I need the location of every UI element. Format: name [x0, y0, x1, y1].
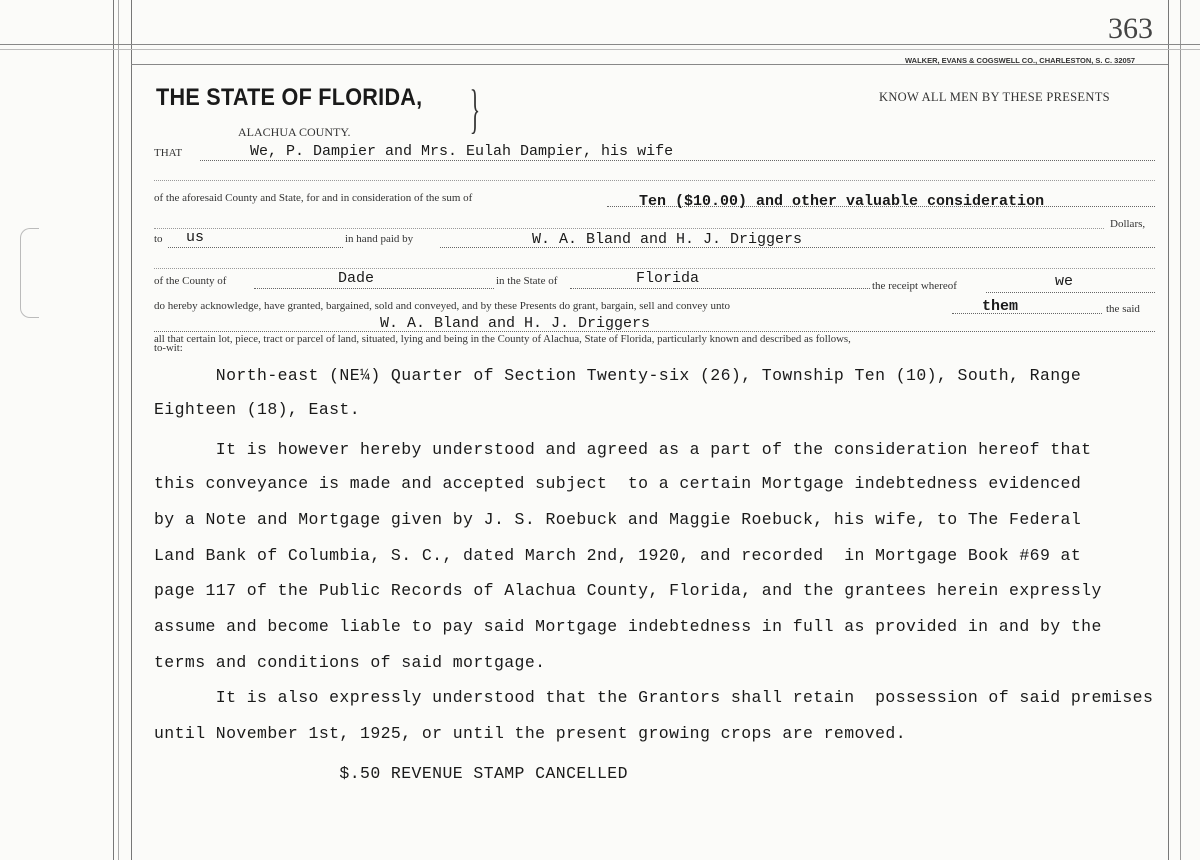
right-margin-line	[1168, 0, 1169, 860]
acknowledge-label: do hereby acknowledge, have granted, bargained, sold and conveyed, and by these Presents do grant, bargain, sell and convey unto	[154, 300, 731, 312]
state-label: in the State of	[496, 275, 558, 287]
grantees-line	[154, 331, 1155, 332]
dollars-label: Dollars,	[1110, 218, 1146, 230]
receipt-line	[986, 292, 1155, 293]
county-name: ALACHUA COUNTY.	[238, 125, 351, 139]
to-line	[168, 247, 343, 248]
grantees-value: W. A. Bland and H. J. Driggers	[380, 315, 651, 332]
description-line: Land Bank of Columbia, S. C., dated March 2nd, 1920, and recorded in Mortgage Book #69 at	[154, 546, 1082, 565]
to-label: to	[154, 233, 163, 245]
state-value: Florida	[636, 270, 700, 287]
description-line: assume and become liable to pay said Mortgage indebtedness in full as provided in and by the	[154, 617, 1102, 636]
blank-line-1	[154, 180, 1155, 181]
top-border-line	[0, 44, 1200, 45]
consideration-value: Ten ($10.00) and other valuable consideration	[639, 193, 1045, 210]
receipt-value: we	[1055, 273, 1074, 290]
know-all-men: KNOW ALL MEN BY THESE PRESENTS	[879, 90, 1110, 104]
county-label: of the County of	[154, 275, 227, 287]
description-line: page 117 of the Public Records of Alachua County, Florida, and the grantees herein expressly	[154, 581, 1102, 600]
state-title: THE STATE OF FLORIDA,	[156, 84, 423, 111]
grantor-value: We, P. Dampier and Mrs. Eulah Dampier, his wife	[250, 143, 674, 160]
description-line: terms and conditions of said mortgage.	[154, 653, 546, 672]
left-margin-line-3	[131, 0, 132, 860]
paid-by-label: in hand paid by	[345, 233, 414, 245]
the-said-label: the said	[1106, 303, 1140, 315]
paid-by-value: W. A. Bland and H. J. Driggers	[532, 231, 803, 248]
consideration-label: of the aforesaid County and State, for and in consideration of the sum of	[154, 192, 473, 204]
description-line: North-east (NE¼) Quarter of Section Twenty-six (26), Township Ten (10), South, Range	[154, 366, 1082, 385]
description-line: It is also expressly understood that the Grantors shall retain possession of said premises	[154, 688, 1154, 707]
unto-value: them	[982, 298, 1019, 315]
right-margin-line-2	[1180, 0, 1181, 860]
unto-line	[952, 313, 1102, 314]
land-label: all that certain lot, piece, tract or parcel of land, situated, lying and being in the County of Alachua, State of Florida, particularly known and described as follows,	[154, 333, 851, 345]
description-line: Eighteen (18), East.	[154, 400, 361, 419]
top-border-line-2	[0, 49, 1200, 50]
to-value: us	[186, 229, 205, 246]
state-line	[570, 288, 870, 289]
binding-mark	[20, 228, 39, 318]
to-wit-label: to-wit:	[154, 342, 183, 354]
left-margin-line-2	[118, 0, 119, 860]
blank-line-3	[154, 268, 1155, 269]
printer-imprint: WALKER, EVANS & COGSWELL CO., CHARLESTON, S. C. 32057	[905, 56, 1136, 65]
description-line: until November 1st, 1925, or until the present growing crops are removed.	[154, 724, 907, 743]
county-line	[254, 288, 494, 289]
receipt-label: the receipt whereof	[872, 280, 957, 292]
page-number: 363	[1108, 12, 1153, 45]
that-line	[200, 160, 1155, 161]
description-line: $.50 REVENUE STAMP CANCELLED	[154, 764, 628, 783]
blank-line-2	[154, 228, 1104, 229]
description-line: by a Note and Mortgage given by J. S. Roebuck and Maggie Roebuck, his wife, to The Federal	[154, 510, 1082, 529]
left-margin-line	[113, 0, 114, 860]
that-label: THAT	[154, 147, 183, 159]
county-value: Dade	[338, 270, 375, 287]
description-line: It is however hereby understood and agreed as a part of the consideration hereof that	[154, 440, 1092, 459]
description-line: this conveyance is made and accepted subject to a certain Mortgage indebtedness evidenced	[154, 474, 1082, 493]
header-brace: }	[469, 79, 481, 139]
